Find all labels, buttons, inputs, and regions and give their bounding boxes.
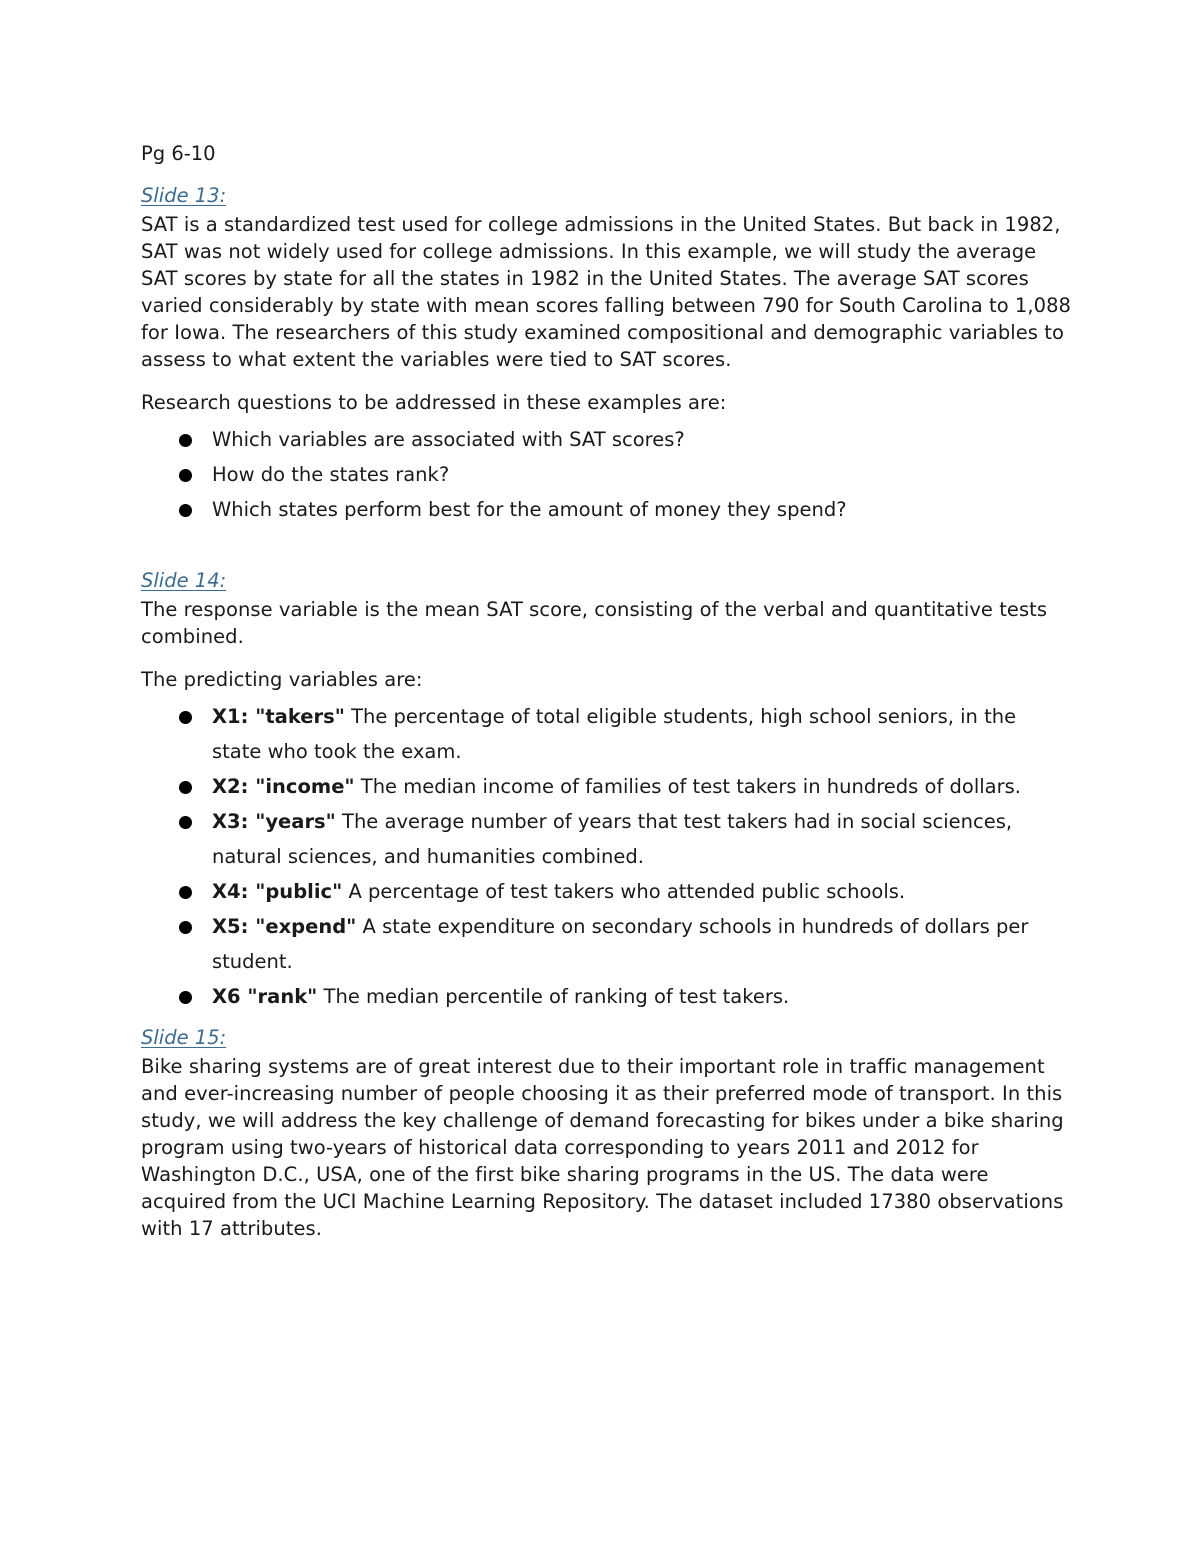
bullet-icon [179, 434, 192, 447]
predictors-lead: The predicting variables are: [141, 668, 423, 691]
predictor-term: X6 "rank" [212, 985, 318, 1008]
slide15-section [141, 1024, 1071, 1242]
bullet-icon [179, 504, 192, 517]
predictor-description: The median income of families of test takers in hundreds of dollars. [354, 775, 1021, 798]
bullet-icon [179, 781, 192, 794]
slide15-heading[interactable]: Slide 15: [141, 1026, 227, 1049]
research-questions-lead: Research questions to be addressed in these examples are: [141, 391, 727, 414]
predictor-description: The average number of years that test takers had in social sciences, natural sciences, and humanities combined. [212, 810, 1013, 868]
list-item [141, 699, 1071, 769]
research-question-text: Which states perform best for the amount of money they spend? [212, 498, 847, 521]
research-question-text: Which variables are associated with SAT scores? [212, 428, 685, 451]
bullet-icon [179, 816, 192, 829]
predictor-term: X2: "income" [212, 775, 355, 798]
slide14-heading[interactable]: Slide 14: [141, 569, 227, 592]
slide13-heading[interactable]: Slide 13: [141, 184, 227, 207]
slide13-section [141, 182, 1071, 527]
list-item [141, 874, 1071, 909]
list-item [141, 979, 1071, 1014]
predictor-description: A percentage of test takers who attended public schools. [342, 880, 906, 903]
bullet-icon [179, 711, 192, 724]
bullet-icon [179, 886, 192, 899]
list-item [141, 804, 1071, 874]
predictor-description: A state expenditure on secondary schools in hundreds of dollars per student. [212, 915, 1029, 973]
page-reference: Pg 6-10 [141, 142, 216, 165]
predictor-term: X1: "takers" [212, 705, 345, 728]
predictors-list [141, 699, 1071, 1014]
list-item [141, 769, 1071, 804]
bullet-icon [179, 921, 192, 934]
bullet-icon [179, 991, 192, 1004]
predictor-term: X3: "years" [212, 810, 336, 833]
list-item [141, 909, 1071, 979]
slide14-section [141, 567, 1071, 1014]
list-item [141, 422, 1071, 457]
slide13-intro-paragraph: SAT is a standardized test used for college admissions in the United States. But back in 1982, SAT was not widely used for college admissions. In this example, we will study the average SAT scores by state for all the states in 1982 in the United States. The average SAT scores varied considerably by state with mean scores falling between 790 for South Carolina to 1,088 for Iowa. The researchers of this study examined compositional and demographic variables to assess to what extent the variables were tied to SAT scores. [141, 213, 1071, 371]
predictor-description: The percentage of total eligible students, high school seniors, in the state who took the exam. [212, 705, 1017, 763]
predictor-term: X5: "expend" [212, 915, 357, 938]
research-questions-list [141, 422, 1071, 527]
bullet-icon [179, 469, 192, 482]
research-question-text: How do the states rank? [212, 463, 450, 486]
slide15-body-paragraph: Bike sharing systems are of great interest due to their important role in traffic management and ever-increasing number of people choosing it as their preferred mode of transport. In this study, we will address the key challenge of demand forecasting for bikes under a bike sharing program using two-years of historical data corresponding to years 2011 and 2012 for Washington D.C., USA, one of the first bike sharing programs in the US. The data were acquired from the UCI Machine Learning Repository. The dataset included 17380 observations with 17 attributes. [141, 1055, 1064, 1240]
list-item [141, 492, 1071, 527]
document-page [141, 140, 1071, 1258]
slide14-intro-paragraph: The response variable is the mean SAT score, consisting of the verbal and quantitative tests combined. [141, 598, 1048, 648]
list-item [141, 457, 1071, 492]
predictor-term: X4: "public" [212, 880, 343, 903]
predictor-description: The median percentile of ranking of test takers. [317, 985, 790, 1008]
